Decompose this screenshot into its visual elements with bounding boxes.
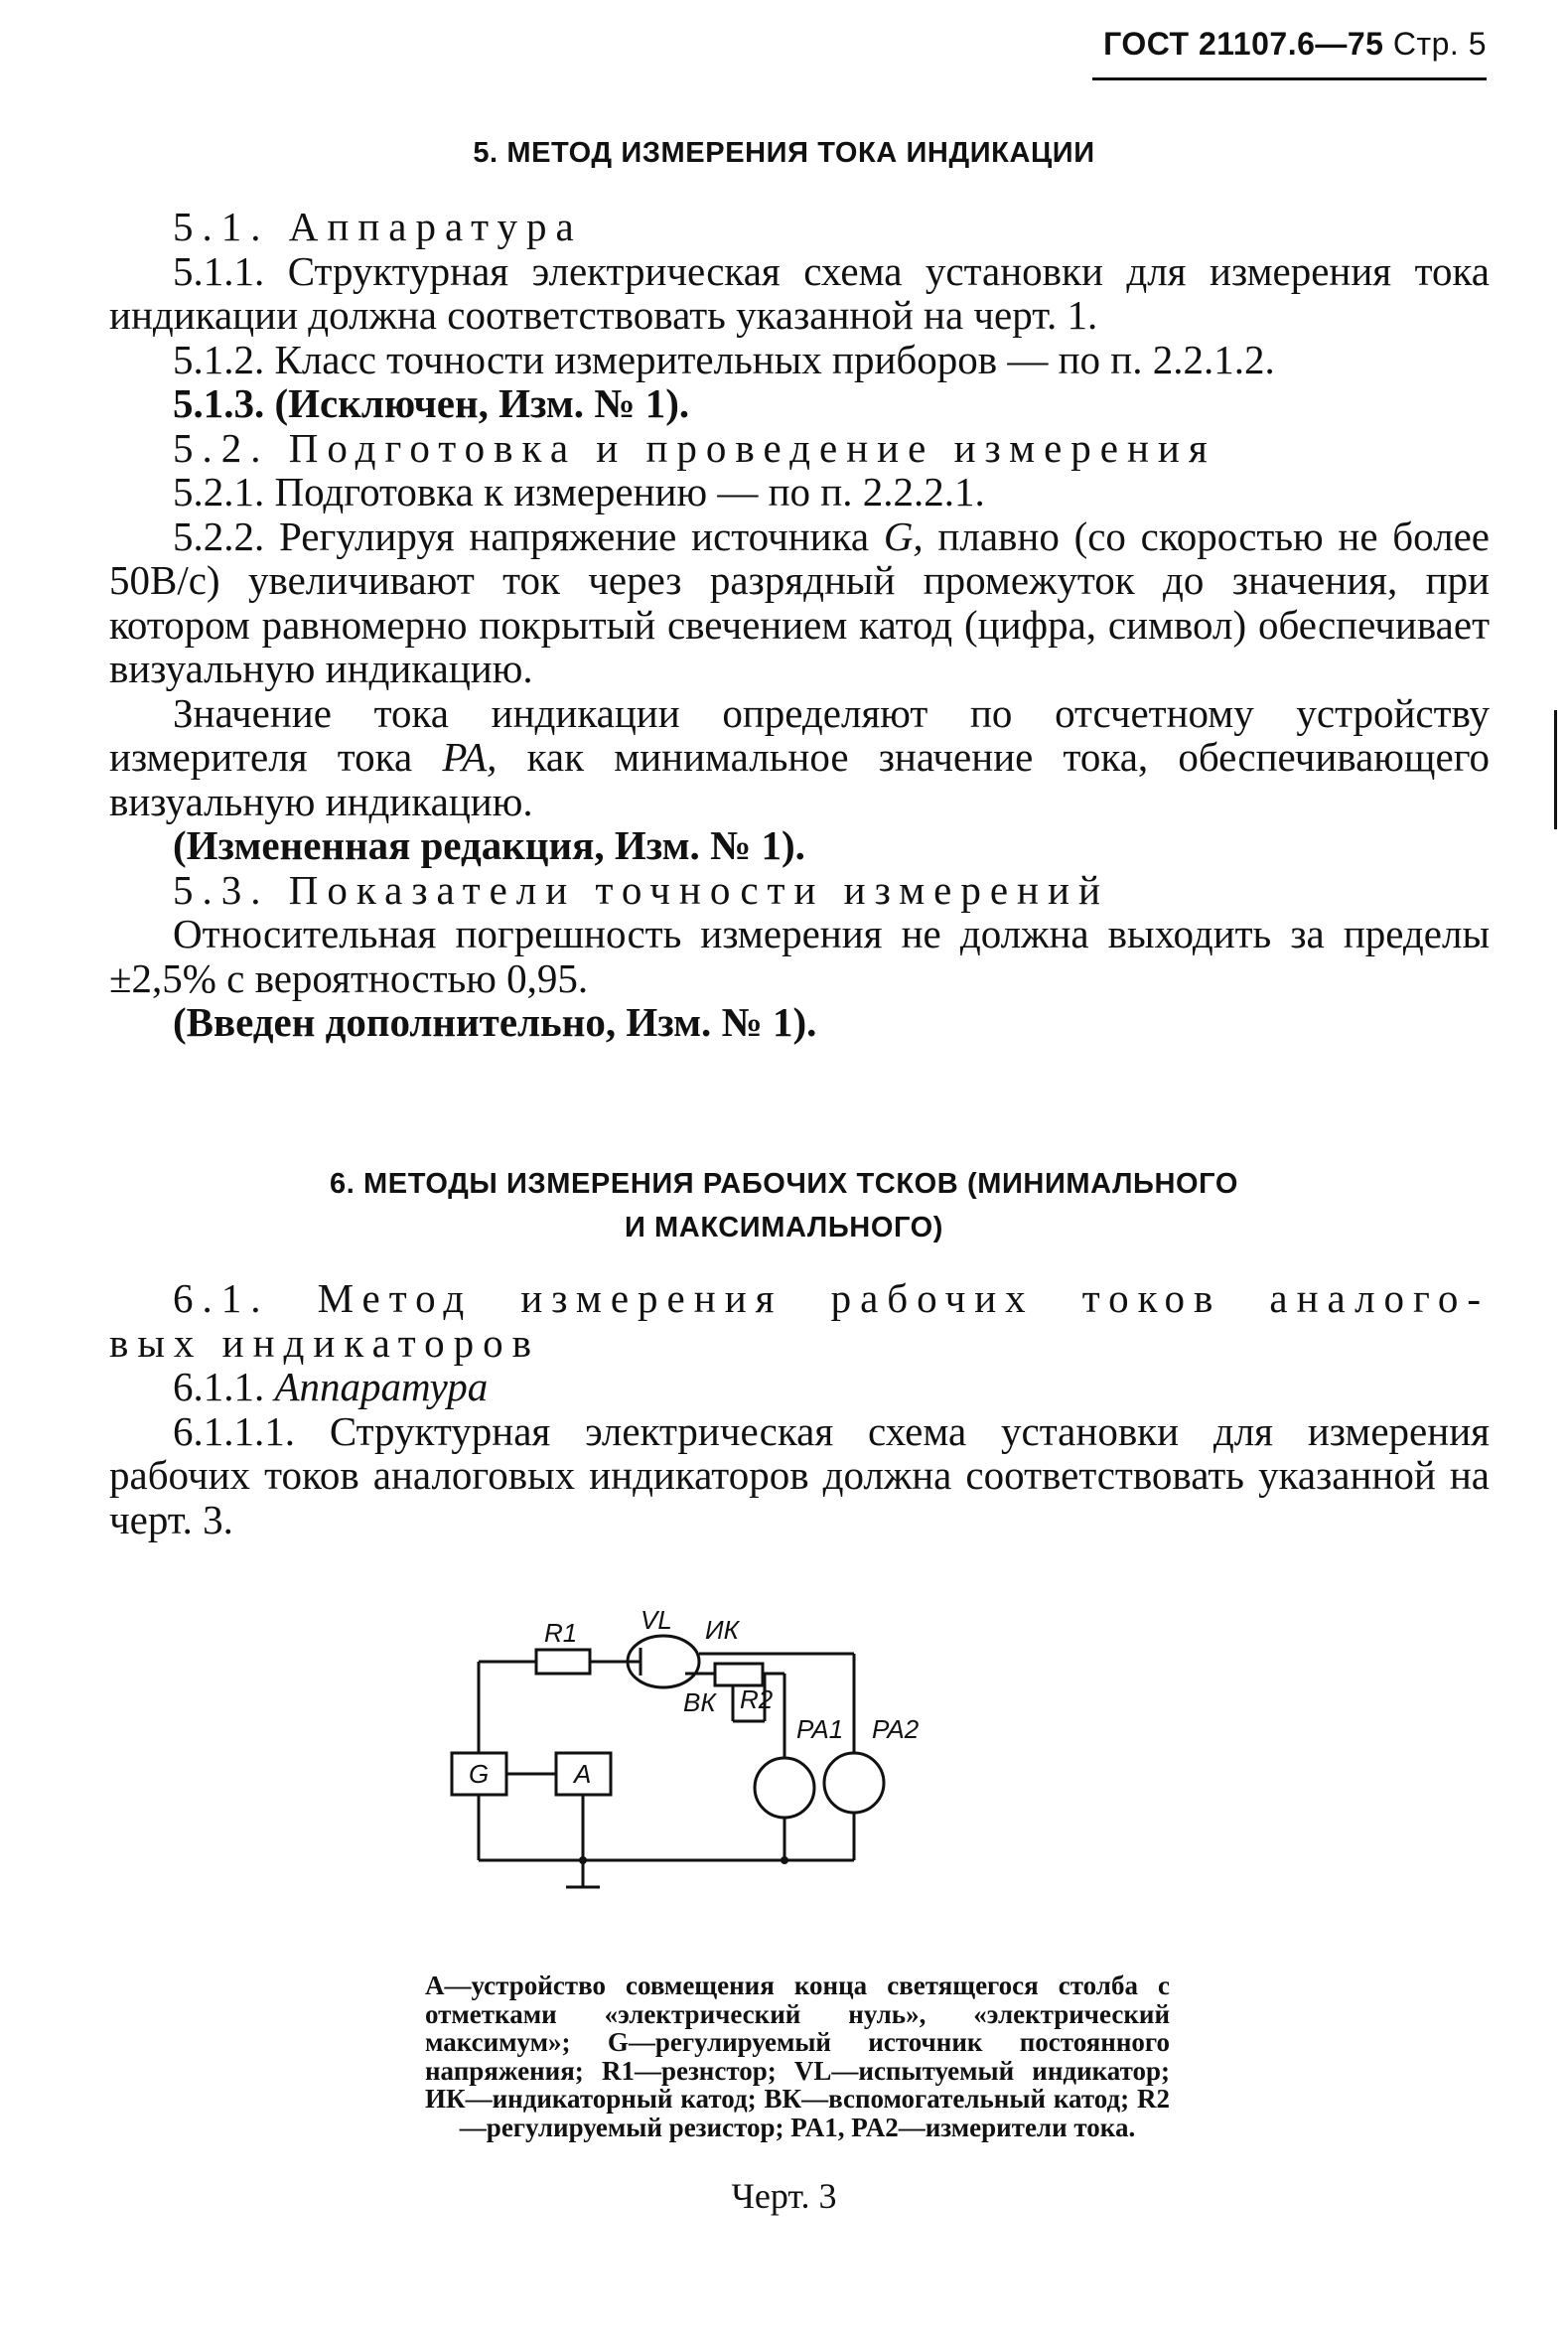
resistor-r2 [715, 1664, 763, 1685]
clause-5-1-2: 5.1.2. Класс точности измерительных приборов — по п. 2.2.1.2. [173, 336, 1275, 382]
clause-5-3: 5.3. Показатели точности измерений [173, 866, 1109, 913]
section-6-title [0, 1162, 1568, 1249]
paragraph-relative-error: Относительная погрешность измерения не должна выходить за пределы ±2,5% с вероятностью 0,95. [109, 911, 1490, 1001]
clause-6-1-1-1: 6.1.1.1. Структурная электрическая схема установки для измерения рабочих токов аналоговых индикаторов должна соответствовать указанной на черт. 3. [109, 1407, 1490, 1542]
page-number: Стр. 5 [1392, 26, 1487, 62]
clause-5-1: 5.1. Аппаратура [173, 204, 583, 249]
meter-pa1 [755, 1758, 814, 1818]
indication-value-start: Значение тока индикации определяют по отсчетному устройству измерителя тока [109, 689, 1490, 780]
running-header [1103, 26, 1487, 63]
clause-5-1-1: 5.1.1. Структурная электрическая схема установки для измерения тока индикации должна соответствовать указанной на черт. 1. [109, 247, 1490, 338]
label-pa1: PA1 [796, 1714, 844, 1744]
section-6-title-line-1: 6. МЕТОДЫ ИЗМЕРЕНИЯ РАБОЧИХ ТСКОВ (МИНИМАЛЬНОГО [330, 1168, 1238, 1200]
standard-number: ГОСТ 21107.6—75 [1103, 26, 1384, 62]
clause-5-2-2-start: 5.2.2. Регулируя напряжение источника [173, 512, 884, 559]
amendment-note-1: (Измененная редакция, Изм. № 1). [173, 822, 805, 868]
clause-5-1-3: 5.1.3. (Исключен, Изм. № 1). [173, 380, 690, 426]
figure-number: Черт. 3 [731, 2176, 837, 2216]
source-g-symbol: G, [883, 512, 924, 559]
label-vl: VL [641, 1605, 672, 1635]
label-ik: ИК [705, 1615, 739, 1645]
figure-caption: А—устройство совмещения конца светящегося столба с отметками «электрический нуль», «электрический максимум»; G—регулируемый источник постоянного напряжения; R1—резнстор; VL—испытуемый индикатор; ИК—индикаторный катод; ВК—вспомогательный катод; R2—регулируемый резистор; PA1, PA2—измерители тока. [425, 1971, 1170, 2142]
circuit-diagram-svg [417, 1604, 1132, 1902]
circuit-diagram [417, 1604, 1132, 1902]
section-5-body [109, 205, 1490, 1045]
meter-pa2 [824, 1753, 884, 1813]
amendment-note-2: (Введен дополнительно, Изм. № 1). [173, 999, 817, 1045]
paragraph-indication-value [109, 691, 1490, 824]
clause-6-1-line-2: вых индикаторов [109, 1319, 541, 1366]
clause-5-2-1: 5.2.1. Подготовка к измерению — по п. 2.2.2.1. [173, 469, 985, 514]
indication-value-end: как минимальное значение тока, обеспечивающего визуальную индикацию. [109, 734, 1490, 824]
clause-6-1-line-1: 6.1. Метод измерения рабочих токов аналого- [173, 1275, 1490, 1321]
clause-5-2: 5.2. Подготовка и проведение измерения [173, 424, 1216, 471]
label-pa2: PA2 [872, 1714, 920, 1744]
junction-pa1 [781, 1856, 788, 1864]
label-r2: R2 [740, 1684, 774, 1714]
clause-5-2-2-end: плавно (со скоростью не более 50В/с) увеличивают ток через разрядный промежуток до значения, при котором равномерно покрытый свечением катод (цифра, символ) обеспечивает визуальную индикацию. [109, 512, 1490, 691]
label-r1: R1 [544, 1618, 578, 1648]
clause-6-1-1 [109, 1365, 1490, 1409]
clause-5-2-2 [109, 514, 1490, 691]
label-a: A [574, 1759, 592, 1789]
junction-ground [579, 1856, 587, 1864]
header-rule [1092, 77, 1487, 80]
margin-mark [1554, 710, 1557, 829]
section-6-body [109, 1276, 1490, 1541]
label-bk: ВК [683, 1687, 716, 1717]
meter-pa-symbol: PA, [442, 734, 498, 780]
section-6-title-line-2: И МАКСИМАЛЬНОГО) [624, 1212, 944, 1243]
clause-6-1-1-title: Аппаратура [274, 1364, 489, 1409]
label-g: G [469, 1759, 490, 1789]
clause-6-1-1-number: 6.1.1. [173, 1364, 275, 1409]
resistor-r1 [536, 1650, 590, 1674]
section-5-title: 5. МЕТОД ИЗМЕРЕНИЯ ТОКА ИНДИКАЦИИ [473, 137, 1095, 169]
